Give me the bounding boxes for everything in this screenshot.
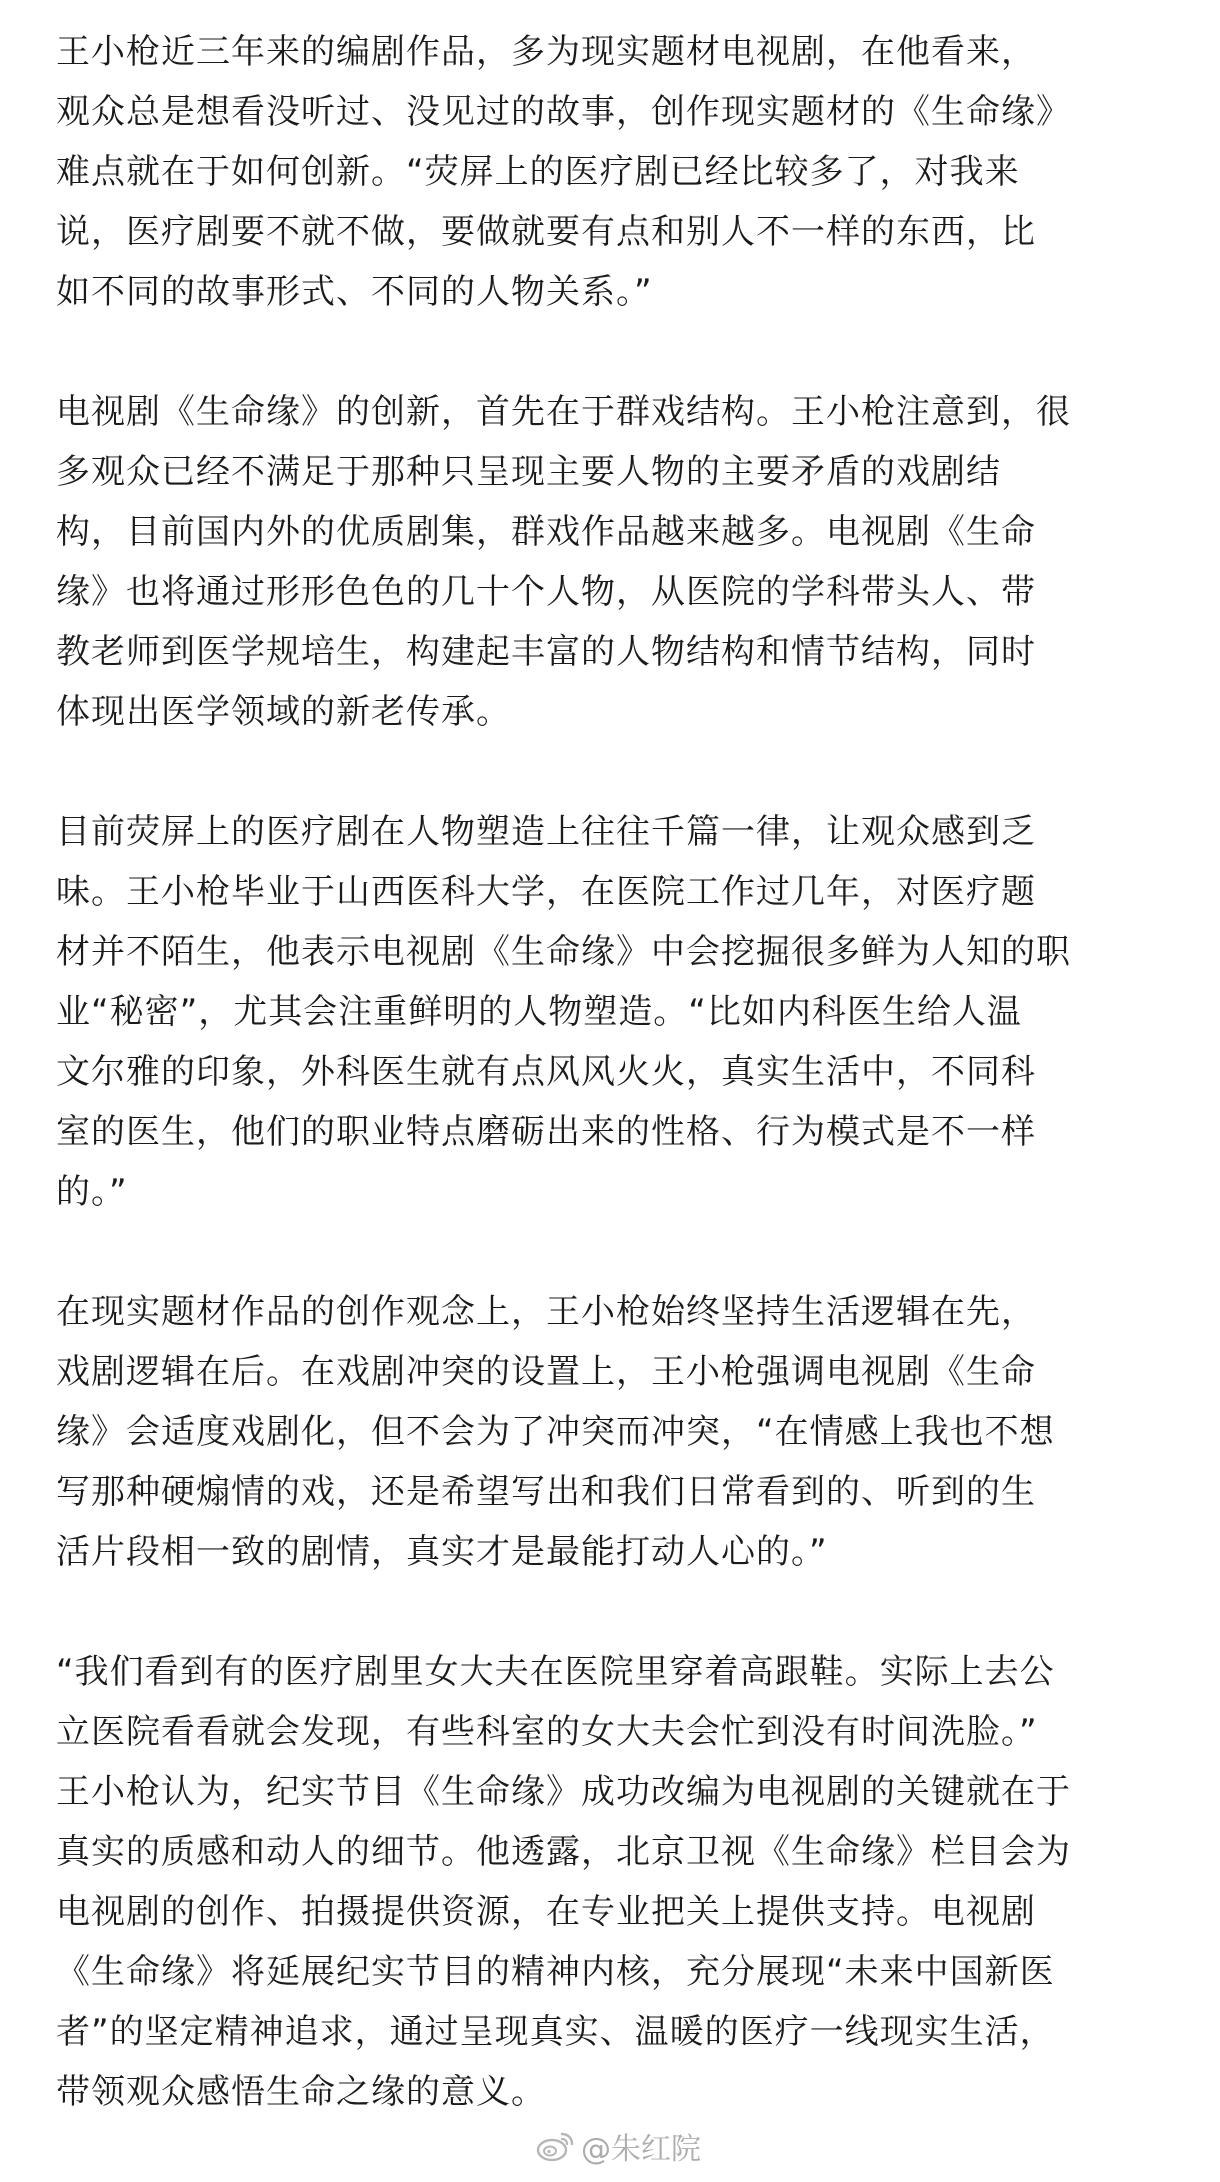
article-paragraph-3: 目前荧屏上的医疗剧在人物塑造上往往千篇一律，让观众感到乏 味。王小枪毕业于山西医科大学，在医院工作过几年，对医疗题 材并不陌生，他表示电视剧《生命缘》中会挖掘很多鲜为人知的职 业“秘密”，尤其会注重鲜明的人物塑造。“比如内科医生给人温 文尔雅的印象，外科医生就有点风风火火，真实生活中，不同科 室的医生，他们的职业特点磨砺出来的性格、行为模式是不一样 的。” [56, 812, 1071, 1212]
article-paragraph-1: 王小枪近三年来的编剧作品，多为现实题材电视剧，在他看来， 观众总是想看没听过、没见过的故事，创作现实题材的《生命缘》 难点就在于如何创新。“荧屏上的医疗剧已经比较多了，对我来 说，医疗剧要不就不做，要做就要有点和别人不一样的东西，比 如不同的故事形式、不同的人物关系。” [56, 32, 1071, 312]
article-body [56, 22, 1176, 2182]
weibo-watermark [535, 2124, 701, 2168]
weibo-icon [535, 2129, 575, 2163]
article-paragraph-4: 在现实题材作品的创作观念上，王小枪始终坚持生活逻辑在先， 戏剧逻辑在后。在戏剧冲突的设置上，王小枪强调电视剧《生命 缘》会适度戏剧化，但不会为了冲突而冲突，“在情感上我也不想 写那种硬煽情的戏，还是希望写出和我们日常看到的、听到的生 活片段相一致的剧情，真实才是最能打动人心的。” [56, 1292, 1055, 1572]
article-paragraph-5: “我们看到有的医疗剧里女大夫在医院里穿着高跟鞋。实际上去公 立医院看看就会发现，有些科室的女大夫会忙到没有时间洗脸。” 王小枪认为，纪实节目《生命缘》成功改编为电视剧的关键就在于 真实的质感和动人的细节。他透露，北京卫视《生命缘》栏目会为 电视剧的创作、拍摄提供资源，在专业把关上提供支持。电视剧 《生命缘》将延展纪实节目的精神内核，充分展现“未来中国新医 者”的坚定精神追求，通过呈现真实、温暖的医疗一线现实生活， 带领观众感悟生命之缘的意义。 [56, 1652, 1071, 2112]
watermark-handle: @朱红院 [581, 2132, 701, 2167]
article-paragraph-2: 电视剧《生命缘》的创新，首先在于群戏结构。王小枪注意到，很 多观众已经不满足于那种只呈现主要人物的主要矛盾的戏剧结 构，目前国内外的优质剧集，群戏作品越来越多。电视剧《生命 缘》也将通过形形色色的几十个人物，从医院的学科带头人、带 教老师到医学规培生，构建起丰富的人物结构和情节结构，同时 体现出医学领域的新老传承。 [56, 392, 1071, 732]
